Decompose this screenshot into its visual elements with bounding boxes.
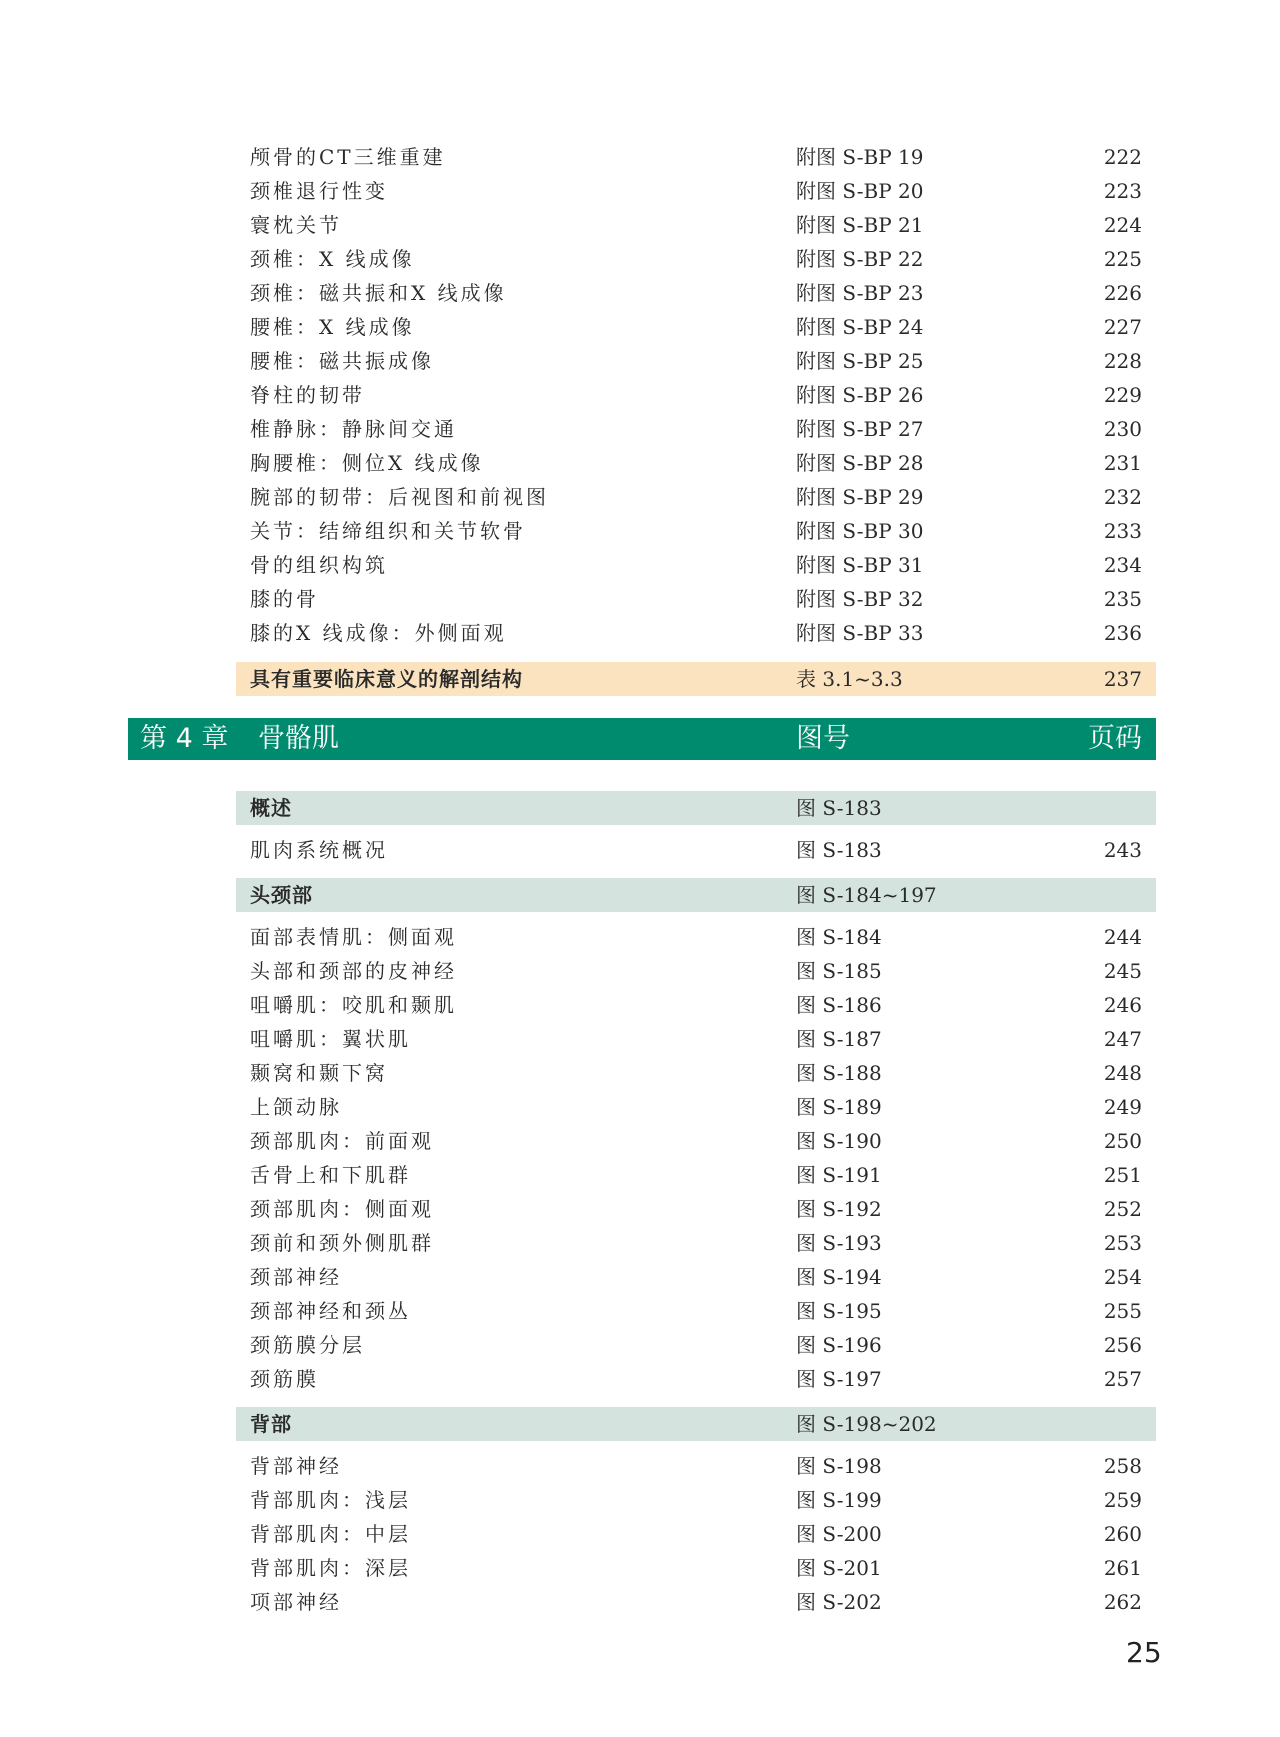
page-column-header: 页码 xyxy=(1088,723,1142,754)
toc-entry[interactable]: 颈筋膜 图 S-197 257 xyxy=(250,1367,1142,1391)
toc-entry[interactable]: 腰椎：X 线成像 附图 S-BP 24 227 xyxy=(250,315,1142,339)
toc-entry[interactable]: 咀嚼肌：翼状肌 图 S-187 247 xyxy=(250,1027,1142,1051)
toc-entry[interactable]: 椎静脉：静脉间交通 附图 S-BP 27 230 xyxy=(250,417,1142,441)
toc-entry[interactable]: 颈椎：磁共振和X 线成像 附图 S-BP 23 226 xyxy=(250,281,1142,305)
toc-entry[interactable]: 寰枕关节 附图 S-BP 21 224 xyxy=(250,213,1142,237)
toc-entry[interactable]: 关节：结缔组织和关节软骨 附图 S-BP 30 233 xyxy=(250,519,1142,543)
chapter-title: 骨骼肌 xyxy=(258,723,339,754)
toc-entry[interactable]: 项部神经 图 S-202 262 xyxy=(250,1590,1142,1614)
toc-entry[interactable]: 颞窝和颞下窝 图 S-188 248 xyxy=(250,1061,1142,1085)
chapter-number: 第 4 章 xyxy=(140,723,229,754)
section-header-back[interactable]: 背部 图 S-198~202 xyxy=(236,1407,1156,1441)
toc-entry[interactable]: 上颌动脉 图 S-189 249 xyxy=(250,1095,1142,1119)
toc-entry[interactable]: 颅骨的CT三维重建 附图 S-BP 19 222 xyxy=(250,145,1142,169)
toc-entry[interactable]: 颈筋膜分层 图 S-196 256 xyxy=(250,1333,1142,1357)
figure-column-header: 图号 xyxy=(796,723,850,754)
toc-entry[interactable]: 颈部肌肉：侧面观 图 S-192 252 xyxy=(250,1197,1142,1221)
toc-entry[interactable]: 背部肌肉：浅层 图 S-199 259 xyxy=(250,1488,1142,1512)
toc-entry[interactable]: 腕部的韧带：后视图和前视图 附图 S-BP 29 232 xyxy=(250,485,1142,509)
toc-entry[interactable]: 舌骨上和下肌群 图 S-191 251 xyxy=(250,1163,1142,1187)
toc-entry[interactable]: 膝的骨 附图 S-BP 32 235 xyxy=(250,587,1142,611)
toc-entry[interactable]: 颈前和颈外侧肌群 图 S-193 253 xyxy=(250,1231,1142,1255)
toc-entry[interactable]: 膝的X 线成像：外侧面观 附图 S-BP 33 236 xyxy=(250,621,1142,645)
toc-entry[interactable]: 胸腰椎：侧位X 线成像 附图 S-BP 28 231 xyxy=(250,451,1142,475)
toc-entry[interactable]: 腰椎：磁共振成像 附图 S-BP 25 228 xyxy=(250,349,1142,373)
toc-entry[interactable]: 颈部神经和颈丛 图 S-195 255 xyxy=(250,1299,1142,1323)
toc-entry[interactable]: 骨的组织构筑 附图 S-BP 31 234 xyxy=(250,553,1142,577)
chapter-header xyxy=(128,718,1156,760)
toc-entry[interactable]: 肌肉系统概况 图 S-183 243 xyxy=(250,838,1142,862)
toc-entry[interactable]: 颈椎退行性变 附图 S-BP 20 223 xyxy=(250,179,1142,203)
toc-entry[interactable]: 颈椎：X 线成像 附图 S-BP 22 225 xyxy=(250,247,1142,271)
toc-entry[interactable]: 面部表情肌：侧面观 图 S-184 244 xyxy=(250,925,1142,949)
toc-entry[interactable]: 背部神经 图 S-198 258 xyxy=(250,1454,1142,1478)
clinical-structures-row[interactable]: 具有重要临床意义的解剖结构 表 3.1~3.3 237 xyxy=(236,662,1156,696)
toc-entry[interactable]: 背部肌肉：深层 图 S-201 261 xyxy=(250,1556,1142,1580)
toc-entry[interactable]: 脊柱的韧带 附图 S-BP 26 229 xyxy=(250,383,1142,407)
toc-entry[interactable]: 背部肌肉：中层 图 S-200 260 xyxy=(250,1522,1142,1546)
toc-entry[interactable]: 咀嚼肌：咬肌和颞肌 图 S-186 246 xyxy=(250,993,1142,1017)
section-header-overview[interactable]: 概述 图 S-183 xyxy=(236,791,1156,825)
toc-entry[interactable]: 头部和颈部的皮神经 图 S-185 245 xyxy=(250,959,1142,983)
toc-entry[interactable]: 颈部神经 图 S-194 254 xyxy=(250,1265,1142,1289)
section-header-head-neck[interactable]: 头颈部 图 S-184~197 xyxy=(236,878,1156,912)
toc-entry[interactable]: 颈部肌肉：前面观 图 S-190 250 xyxy=(250,1129,1142,1153)
page-number: 25 xyxy=(1126,1636,1162,1669)
